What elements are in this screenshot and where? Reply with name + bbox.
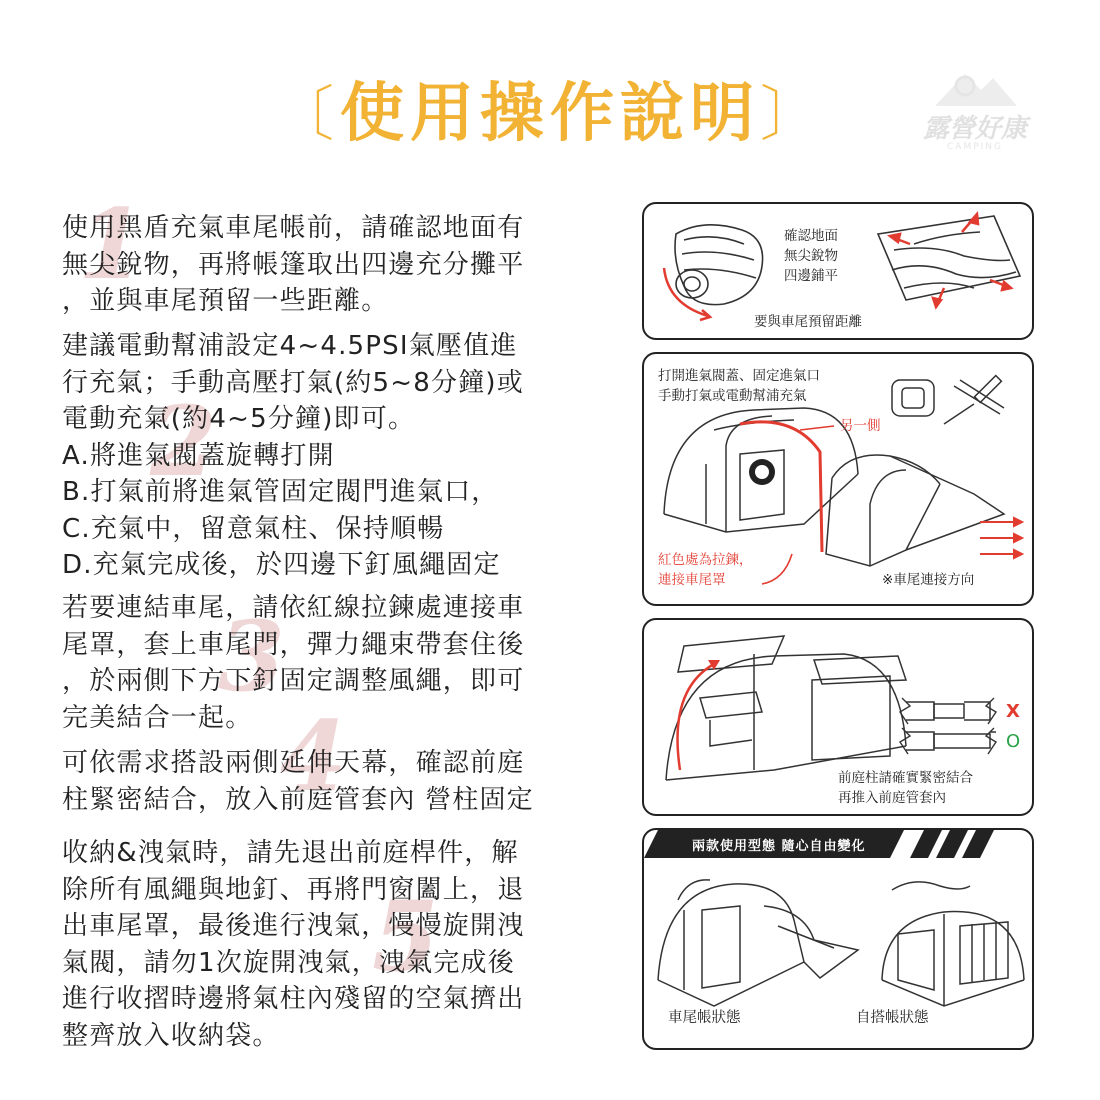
panel4-banner: 兩款使用型態 隨心自由變化: [692, 839, 866, 854]
text-line: B.打氣前將進氣管固定閥門進氣口，: [62, 477, 499, 507]
text-line: 無尖銳物，再將帳篷取出四邊充分攤平: [62, 249, 525, 280]
text-line: 可依需求搭設兩側延伸天幕，確認前庭: [62, 748, 525, 778]
text-line: ，於兩側下方下釘固定調整風繩，即可: [62, 666, 525, 696]
panel2-direction: ※車尾連接方向: [882, 572, 975, 588]
text-line: 整齊放入收納袋。: [62, 1020, 280, 1051]
panel1-note-line: 確認地面: [784, 228, 838, 244]
panel2-zipper-line: 紅色處為拉鍊，: [658, 552, 753, 568]
illustration-panel-4: [642, 828, 1034, 1050]
text-line: 使用黑盾充氣車尾帳前，請確認地面有: [62, 213, 525, 243]
text-line: 氣閥，請勿1次旋開洩氣，洩氣完成後: [62, 947, 515, 978]
illustration-panel-2: [642, 352, 1034, 606]
label-car-tail-mode: 車尾帳狀態: [668, 1010, 741, 1026]
panel1-caption: 要與車尾預留距離: [754, 314, 862, 330]
step-4-text: [62, 745, 602, 818]
text-line: 柱緊密結合，放入前庭管套內 營柱固定: [62, 784, 534, 815]
text-line: 行充氣；手動高壓打氣(約5~8分鐘)或: [62, 367, 524, 398]
text-line: 電動充氣(約4~5分鐘)即可。: [62, 404, 416, 434]
panel1-note-line: 無尖銳物: [784, 248, 838, 264]
bracket-open: 〔: [274, 80, 340, 150]
text-line: 若要連結車尾，請依紅線拉鍊處連接車: [62, 593, 525, 623]
text-line: A.將進氣閥蓋旋轉打開: [62, 440, 335, 471]
title-text: 使用操作說明: [340, 77, 760, 151]
step-5-text: [62, 835, 602, 1054]
panel2-zipper-line: 連接車尾罩: [658, 572, 726, 588]
illustration-panel-1: [642, 202, 1034, 340]
step-1-text: [62, 210, 602, 320]
text-line: 出車尾罩，最後進行洩氣，慢慢旋開洩: [62, 911, 525, 941]
text-line: 收納&洩氣時，請先退出前庭桿件，解: [62, 838, 519, 868]
text-line: 除所有風繩與地釘、再將門窗闔上，退: [62, 874, 525, 905]
bracket-close: 〕: [760, 80, 826, 150]
text-line: ，並與車尾預留一些距離。: [62, 286, 389, 316]
step-2-text: [62, 328, 602, 584]
right-mark: O: [1006, 731, 1021, 752]
step-number-5: 5: [372, 880, 439, 993]
text-line: 建議電動幫浦設定4~4.5PSI氣壓值進: [62, 331, 518, 361]
brand-name: 露營好康: [922, 114, 1027, 144]
step-number-3: 3: [218, 600, 285, 713]
illustration-panel-3: [642, 618, 1034, 816]
panel3-caption-line: 前庭柱請確實緊密結合: [838, 770, 973, 786]
step-number-2: 2: [150, 385, 217, 498]
step-3-text: [62, 590, 602, 736]
text-line: C.充氣中，留意氣柱、保持順暢: [62, 513, 445, 544]
text-line: 完美結合一起。: [62, 702, 253, 733]
step-number-4: 4: [280, 700, 347, 813]
wrong-mark: X: [1006, 701, 1020, 722]
brand-sub: CAMPING: [947, 142, 1003, 152]
brand-logo: [895, 56, 1055, 166]
text-line: D.充氣完成後，於四邊下釘風繩固定: [62, 550, 501, 580]
text-line: 進行收摺時邊將氣柱內殘留的空氣擠出: [62, 984, 525, 1014]
panel1-note-line: 四邊鋪平: [784, 268, 838, 284]
panel2-top-line: 手動打氣或電動幫浦充氣: [658, 388, 807, 404]
step-number-1: 1: [78, 188, 145, 301]
panel3-caption-line: 再推入前庭管套內: [838, 790, 946, 806]
panel2-other-side: 另一側: [840, 418, 881, 434]
mountain-icon: [895, 56, 1055, 116]
text-line: 尾罩，套上車尾門，彈力繩束帶套住後: [62, 629, 525, 660]
label-standalone-mode: 自搭帳狀態: [856, 1010, 929, 1026]
panel2-top-line: 打開進氣閥蓋、固定進氣口: [658, 368, 820, 384]
